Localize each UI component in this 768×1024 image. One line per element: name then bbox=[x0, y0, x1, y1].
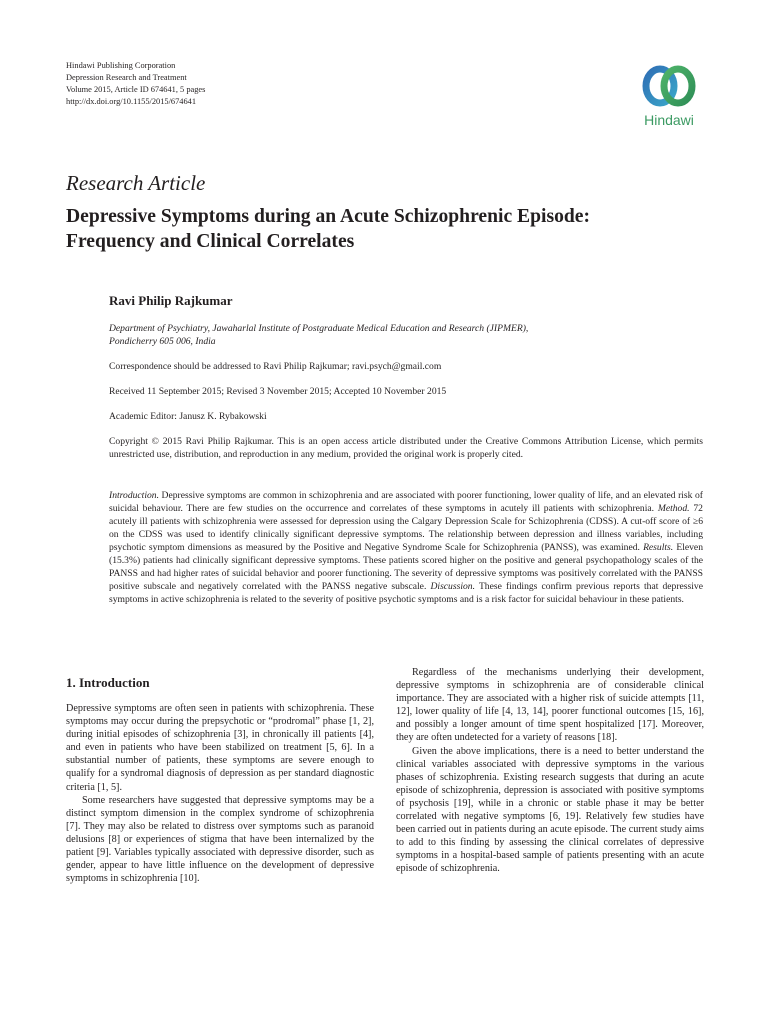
title-line: Frequency and Clinical Correlates bbox=[66, 231, 355, 252]
publisher-name: Hindawi Publishing Corporation bbox=[66, 61, 176, 70]
section-heading: 1. Introduction bbox=[66, 675, 150, 690]
paragraph: Depressive symptoms are often seen in patients with schizophrenia. These symptoms may occur during the prepsychotic or “prodromal” phase [1, 2], during initial episodes of schizophrenia [3], in chronically ill patients [4], and even in patients who have been stabilized on treatment [5, 6]. In a substantial number of patients, these symptoms are severe enough to qualify for a syndromal diagnosis of depression as per standard diagnostic criteria [1, 5]. bbox=[66, 703, 374, 793]
logo-text: Hindawi bbox=[644, 112, 694, 128]
hindawi-logo bbox=[632, 62, 706, 134]
abstract-intro-label: Introduction. bbox=[109, 490, 160, 501]
title-line: Depressive Symptoms during an Acute Schizophrenic Episode: bbox=[66, 206, 590, 227]
right-column bbox=[396, 666, 704, 876]
journal-name: Depression Research and Treatment bbox=[66, 73, 187, 82]
article-type: Research Article bbox=[66, 171, 206, 195]
paragraph: Given the above implications, there is a need to better understand the clinical variables associated with depressive symptoms in the various phases of schizophrenia. Existing research suggests that during an acute episode of schizophrenia, depression is associated with positive symptoms of psychosis [19], while in a chronic or stable phase it may be better correlated with negative symptoms [6, 19]. Relatively few studies have been carried out in patients during an acute episode. The current study aims to add to this finding by assessing the clinical correlates of depressive symptoms in a hospital-based sample of patients presenting with an acute episode of schizophrenia. bbox=[396, 745, 704, 875]
abstract bbox=[109, 489, 703, 606]
article-title bbox=[66, 204, 716, 254]
academic-editor: Academic Editor: Janusz K. Rybakowski bbox=[109, 411, 267, 422]
abstract-method-label: Method. bbox=[657, 503, 690, 514]
abstract-intro-text: Depressive symptoms are common in schizophrenia and are associated with poorer functioning, lower quality of life, and an elevated risk of suicidal behaviour. There are few studies on the occurrence and correlates of these symptoms in acutely ill patients with schizophrenia. bbox=[109, 490, 703, 514]
paragraph: Some researchers have suggested that depressive symptoms may be a distinct symptom dimension in the complex syndrome of schizophrenia [7]. They may also be related to distress over symptoms such as paranoid delusions [8] or experiences of stigma that have been internalized by the patient [9]. Variables typically associated with depressive disorder, such as gender, appear to have little influence on the development of depressive symptoms in schizophrenia [10]. bbox=[66, 794, 374, 885]
affiliation-line: Department of Psychiatry, Jawaharlal Institute of Postgraduate Medical Education and Research (JIPMER), bbox=[109, 323, 529, 334]
hindawi-logo-icon bbox=[640, 62, 698, 110]
left-column bbox=[66, 676, 374, 885]
paragraph: Regardless of the mechanisms underlying their development, depressive symptoms in schizophrenia are of considerable clinical importance. They are associated with a higher risk of suicide attempts [11, 12], lower quality of life [4, 13, 14], poorer functional outcomes [15, 16], and possibly a longer amount of time spent hospitalized [17]. Moreover, they are often undetected for a variety of reasons [18]. bbox=[396, 667, 704, 744]
abstract-discussion-label: Discussion. bbox=[430, 581, 475, 592]
abstract-results-label: Results. bbox=[643, 542, 674, 553]
doi-link[interactable]: http://dx.doi.org/10.1155/2015/674641 bbox=[66, 97, 197, 106]
author-name: Ravi Philip Rajkumar bbox=[109, 293, 233, 308]
received-dates: Received 11 September 2015; Revised 3 November 2015; Accepted 10 November 2015 bbox=[109, 386, 447, 397]
abstract-method-text: 72 acutely ill patients with schizophrenia were assessed for depression using the Calgary Depression Scale for Schizophrenia (CDSS). A cut-off score of ≥6 on the CDSS was used to identify clinically significant depressive symptoms. The relationship between depression and illness variables, including psychotic symptom dimensions as measured by the Positive and Negative Syndrome Scale for Schizophrenia (PANSS), was examined. bbox=[109, 503, 703, 553]
affiliation bbox=[109, 322, 703, 348]
journal-header bbox=[66, 60, 205, 108]
affiliation-line: Pondicherry 605 006, India bbox=[109, 336, 216, 347]
volume-info: Volume 2015, Article ID 674641, 5 pages bbox=[66, 85, 206, 94]
correspondence: Correspondence should be addressed to Ravi Philip Rajkumar; ravi.psych@gmail.com bbox=[109, 361, 442, 372]
abstract-results-text: Eleven (15.3%) patients had clinically significant depressive symptoms. These patients scored higher on the positive and general psychopathology scales of the PANSS and had higher rates of suicidal behavior and poorer functioning. The severity of depressive symptoms was positively correlated with the PANSS positive subscale and negatively correlated with the PANSS negative subscale. bbox=[109, 542, 703, 592]
abstract-discussion-text: These findings confirm previous reports that depressive symptoms in active schizophrenia is related to the severity of positive psychotic symptoms and is a risk factor for suicidal behaviour in these patients. bbox=[109, 581, 703, 605]
copyright-notice: Copyright © 2015 Ravi Philip Rajkumar. This is an open access article distributed under the Creative Commons Attribution License, which permits unrestricted use, distribution, and reproduction in any medium, provided the original work is properly cited. bbox=[109, 436, 703, 460]
